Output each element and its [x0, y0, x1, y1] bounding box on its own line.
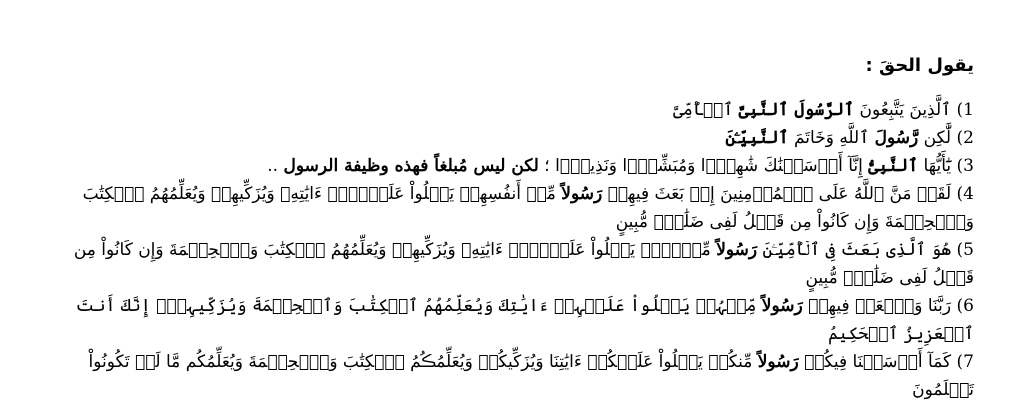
verse-item: [30, 180, 974, 236]
verse-text: مِّنۡہُمۡ يَتۡلُواْ عَلَيۡہِمۡ ءَايَٰتِهِۦ وَيُزَكِّيهِمۡ وَيُعَلِّمُهُمُ ٱلۡكِتَٰبَ وَٱلۡحِكۡمَةَ وَإِن كَانُواْ مِن قَبۡلُ لَفِى ضَلَٰلٍ۬ مُّبِينٍ: [73, 240, 974, 288]
verse-emphasis: ٱلنَّبِيِّـۧنَ: [725, 128, 789, 148]
verse-text: رَبَّنَا وَٱبۡعَثۡ فِيهِمۡ: [802, 296, 952, 316]
verse-text: إِنَّآ أَرۡسَلۡنَٰكَ شَٰهِدً۬ا وَمُبَشِّرً۬ا وَنَذِيرً۬ا ؛: [538, 156, 869, 176]
verse-text: مِّنۡ أَنفُسِهِمۡ يَتۡلُواْ عَلَيۡہِمۡ ءَايَٰتِهِۦ وَيُزَكِّيهِمۡ وَيُعَلِّمُهُمُ ٱلۡكِتَٰبَ وَٱلۡحِكۡمَةَ وَإِن كَانُواْ مِن قَبۡلُ لَفِى ضَلَٰلٍ۬ مُّبِينٍ: [82, 184, 974, 232]
verse-item: [30, 292, 974, 348]
verse-emphasis: ٱلنَّبِىُّ: [868, 156, 919, 176]
verse-text: مِّنكُمۡ يَتۡلُواْ عَلَيۡكُمۡ ءَايَٰتِنَا وَيُزَكِّيكُمۡ وَيُعَلِّمُڪُمُ ٱلۡكِتَٰبَ وَٱلۡحِكۡمَةَ وَيُعَلِّمُكُم مَّا لَمۡ تَكُونُواْ تَعۡلَمُونَ: [88, 352, 974, 400]
verse-number: 6): [956, 296, 974, 316]
verse-item: [30, 348, 974, 404]
verse-item: [30, 124, 974, 152]
verse-emphasis: رَّسُولَ: [874, 128, 919, 148]
verse-emphasis: رَسُولاً: [757, 352, 799, 372]
verse-list: [30, 96, 974, 404]
verse-item: [30, 236, 974, 292]
verse-number: 5): [956, 240, 974, 260]
document: [30, 52, 974, 404]
verse-text: مِّنۡہُمۡ يَتۡلُواْ عَلَيۡہِمۡ ءَايَٰتِكَ وَيُعَلِّمُهُمُ ٱلۡكِتَٰبَ وَٱلۡحِكۡمَةَ وَيُزَكِّيہِمۡۚ إِنَّكَ أَنتَ ٱلۡعَزِيزُ ٱلۡحَكِيمُ: [75, 296, 974, 344]
verse-number: 7): [956, 352, 974, 372]
verse-item: [30, 96, 974, 124]
document-heading: يقول الحقَ :: [865, 55, 974, 76]
verse-emphasis: لكن ليس مُبلغاً فهذه وظيفة الرسول: [283, 156, 539, 176]
verse-text: يَٰٓأَيُّهَا: [918, 156, 952, 176]
verse-number: 4): [956, 184, 974, 204]
verse-emphasis: ٱلرَّسُولَ ٱلنَّبِىَّ: [738, 100, 855, 120]
verse-text: ٱللَّهِ وَخَاتَمَ: [788, 128, 875, 148]
verse-item: [30, 152, 974, 180]
verse-emphasis: رَسُولاً: [716, 240, 758, 260]
verse-text: ٱلۡأُمِّىَّ: [672, 100, 739, 120]
verse-text: هُوَ ٱلَّذِى بَعَثَ فِى ٱلۡأُمِّيِّـۧنَ: [757, 240, 952, 260]
verse-emphasis: رَسُولاً: [561, 184, 603, 204]
verse-text: ..: [267, 156, 284, 176]
verse-number: 2): [956, 128, 974, 148]
verse-emphasis: رَسُولاً: [761, 296, 803, 316]
verse-number: 3): [956, 156, 974, 176]
verse-text: لَقَدۡ مَنَّ ٱللَّهُ عَلَى ٱلۡمُؤۡمِنِينَ إِذۡ بَعَثَ فِيهِمۡ: [602, 184, 952, 204]
verse-text: كَمَآ أَرۡسَلۡنَا فِيكُمۡ: [798, 352, 952, 372]
verse-number: 1): [956, 100, 974, 120]
verse-text: لَّٰكِن: [918, 128, 952, 148]
verse-text: ٱلَّذِينَ يَتَّبِعُونَ: [854, 100, 952, 120]
